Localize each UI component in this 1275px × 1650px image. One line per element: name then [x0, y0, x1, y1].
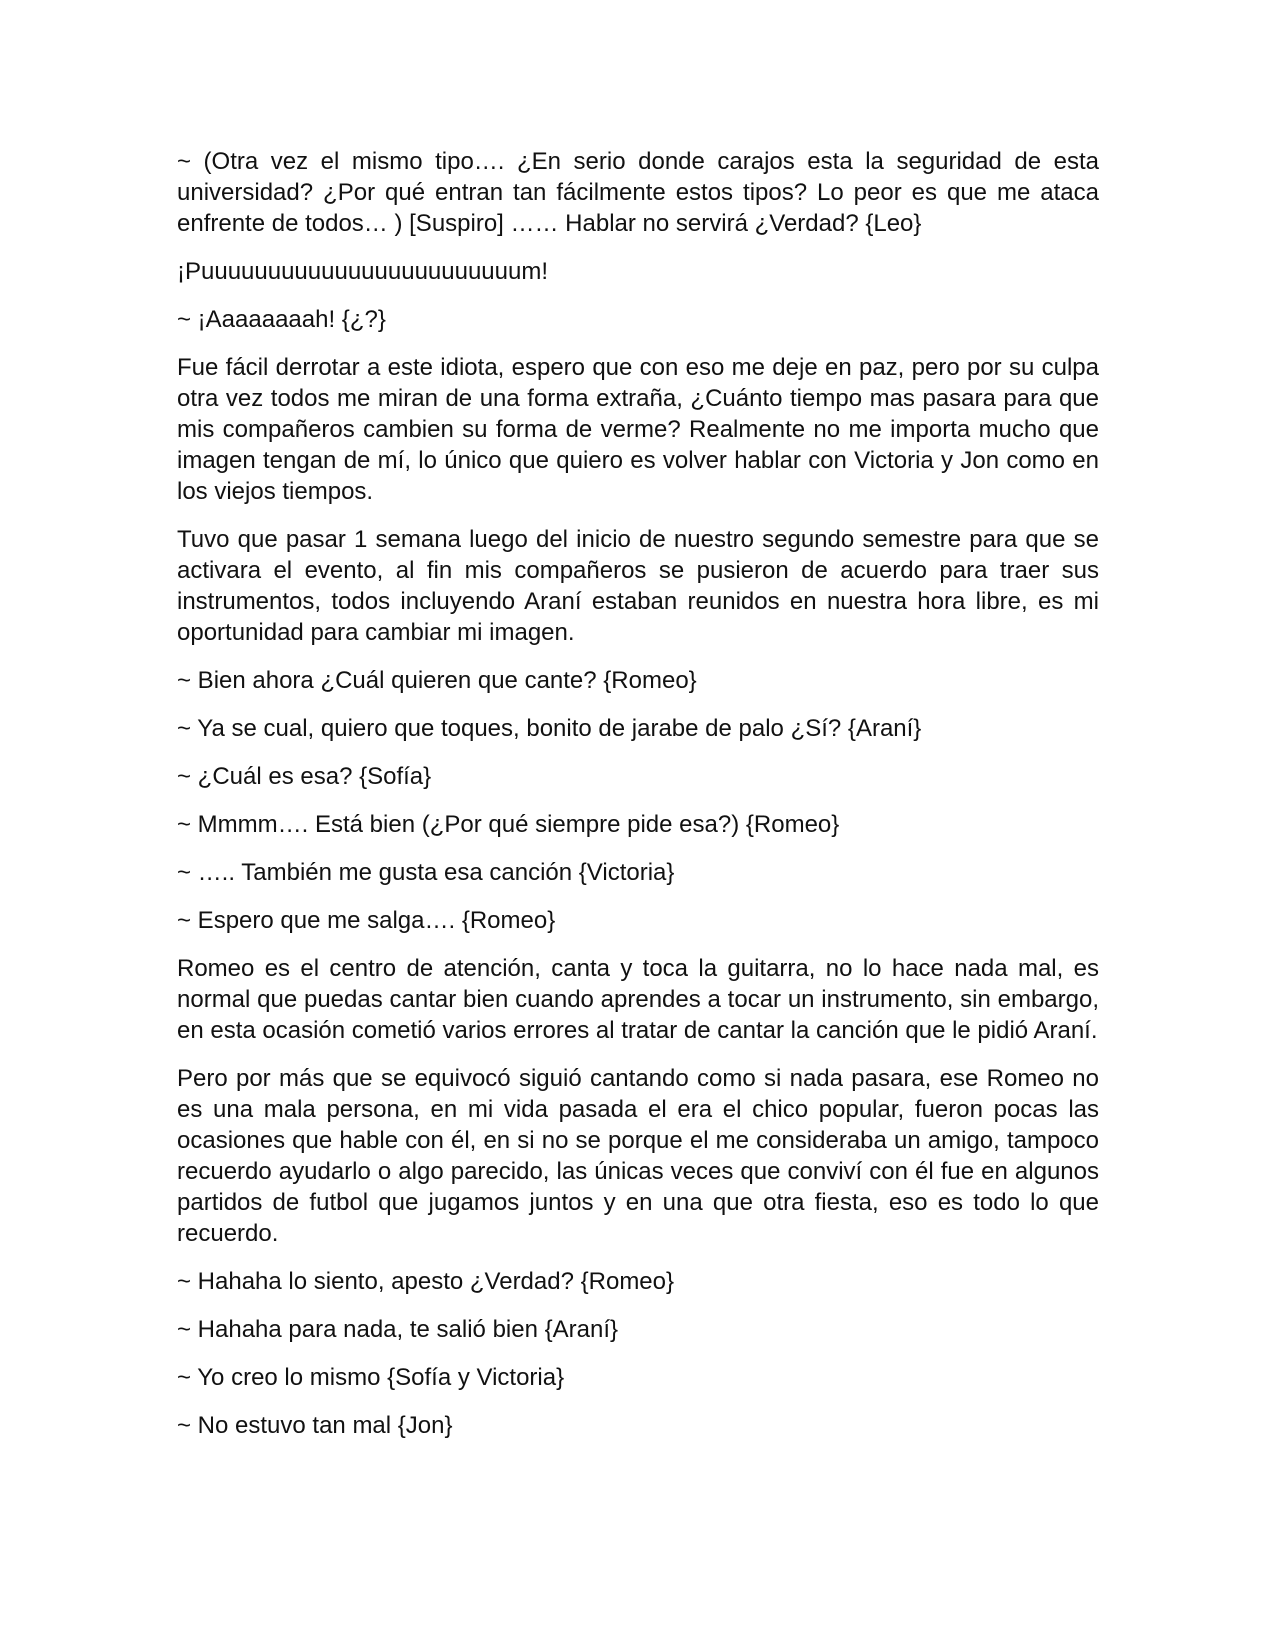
paragraph: ~ Hahaha para nada, te salió bien {Araní} — [177, 1316, 618, 1343]
paragraph: ~ Hahaha lo siento, apesto ¿Verdad? {Romeo} — [177, 1268, 675, 1295]
paragraph: ~ Ya se cual, quiero que toques, bonito de jarabe de palo ¿Sí? {Araní} — [177, 715, 922, 742]
paragraph: Pero por más que se equivocó siguió cantando como si nada pasara, ese Romeo no es una mala persona, en mi vida pasada el era el chico popular, fueron pocas las ocasiones que hable con él, en si no se porque el me consideraba un amigo, tampoco recuerdo ayudarlo o algo parecido, las únicas veces que conviví con él fue en algunos partidos de futbol que jugamos juntos y en una que otra fiesta, eso es todo lo que recuerdo. — [177, 1065, 1099, 1247]
paragraph: Fue fácil derrotar a este idiota, espero que con eso me deje en paz, pero por su culpa otra vez todos me miran de una forma extraña, ¿Cuánto tiempo mas pasara para que mis compañeros cambien su forma de verme? Realmente no me importa mucho que imagen tengan de mí, lo único que quiero es volver hablar con Victoria y Jon como en los viejos tiempos. — [177, 354, 1099, 505]
document-page — [177, 146, 1099, 1458]
paragraph: ~ Bien ahora ¿Cuál quieren que cante? {Romeo} — [177, 667, 697, 694]
paragraph: ¡Puuuuuuuuuuuuuuuuuuuuuuuum! — [177, 258, 549, 285]
paragraph: Tuvo que pasar 1 semana luego del inicio de nuestro segundo semestre para que se activara el evento, al fin mis compañeros se pusieron de acuerdo para traer sus instrumentos, todos incluyendo Araní estaban reunidos en nuestra hora libre, es mi oportunidad para cambiar mi imagen. — [177, 526, 1099, 646]
paragraph: ~ Yo creo lo mismo {Sofía y Victoria} — [177, 1364, 565, 1391]
paragraph: ~ ….. También me gusta esa canción {Victoria} — [177, 859, 675, 886]
paragraph: ~ ¡Aaaaaaaah! {¿?} — [177, 306, 386, 333]
paragraph: ~ Mmmm…. Está bien (¿Por qué siempre pide esa?) {Romeo} — [177, 811, 840, 838]
paragraph: ~ (Otra vez el mismo tipo…. ¿En serio donde carajos esta la seguridad de esta universidad? ¿Por qué entran tan fácilmente estos tipos? Lo peor es que me ataca enfrente de todos… ) [Suspiro] …… Hablar no servirá ¿Verdad? {Leo} — [177, 148, 1099, 237]
paragraph: ~ ¿Cuál es esa? {Sofía} — [177, 763, 432, 790]
paragraph: ~ Espero que me salga…. {Romeo} — [177, 907, 556, 934]
paragraph: Romeo es el centro de atención, canta y toca la guitarra, no lo hace nada mal, es normal que puedas cantar bien cuando aprendes a tocar un instrumento, sin embargo, en esta ocasión cometió varios errores al tratar de cantar la canción que le pidió Araní. — [177, 955, 1099, 1044]
paragraph: ~ No estuvo tan mal {Jon} — [177, 1412, 453, 1439]
